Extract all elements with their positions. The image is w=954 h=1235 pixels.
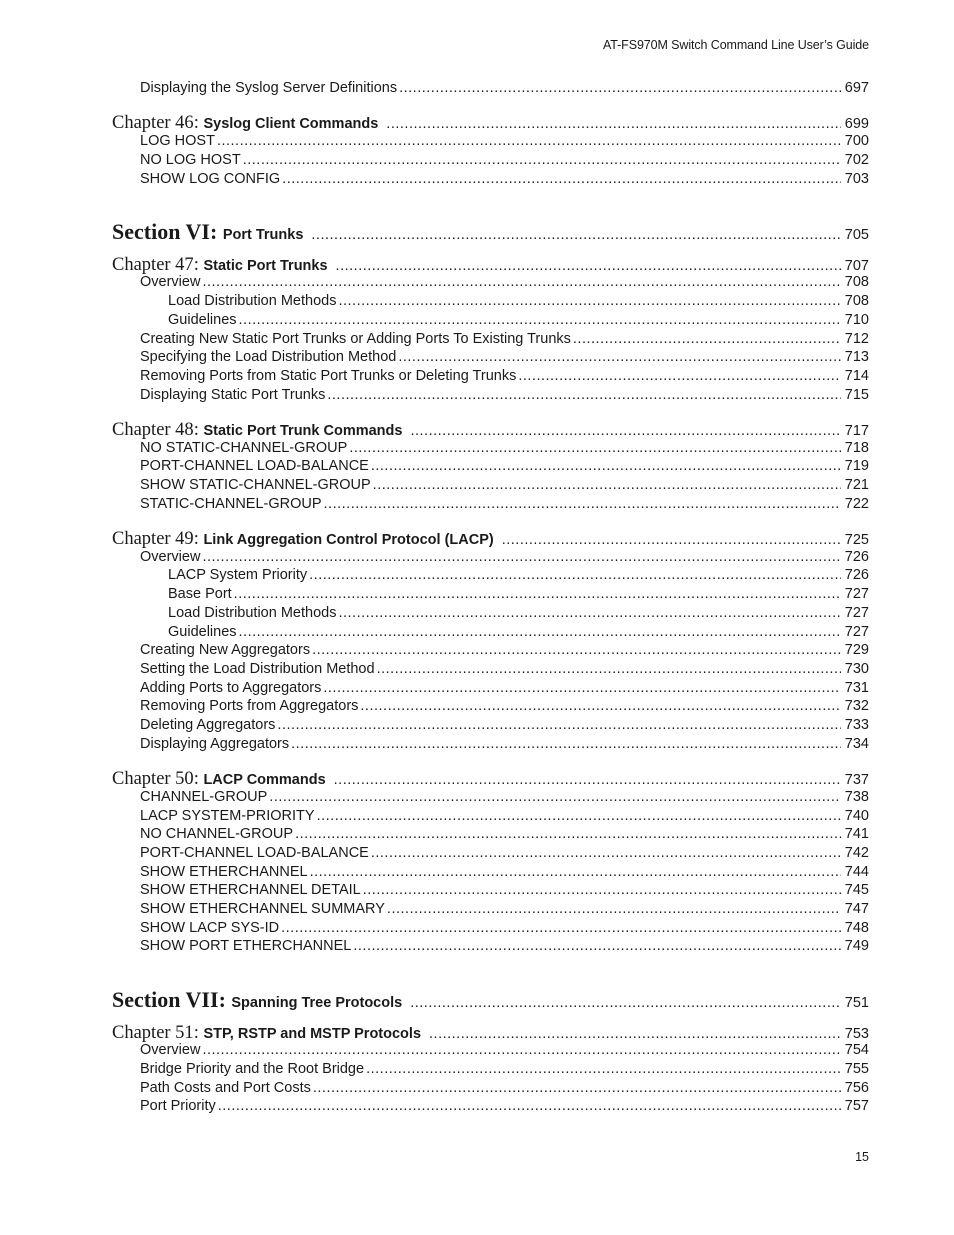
chapter-number: Chapter 48 (112, 420, 194, 440)
toc-page-number: 729 (844, 642, 869, 658)
toc-entry[interactable] (140, 368, 869, 384)
dot-leader (349, 440, 840, 456)
toc-entry-title: LOG HOST (140, 133, 215, 149)
dot-leader (502, 532, 841, 548)
toc-page-number: 721 (844, 477, 869, 493)
toc-page-number: 733 (844, 717, 869, 733)
toc-entry-title: Removing Ports from Aggregators (140, 698, 359, 714)
toc-page-number: 703 (844, 171, 869, 187)
toc-entry-title: SHOW STATIC-CHANNEL-GROUP (140, 477, 371, 493)
toc-entry[interactable] (140, 331, 869, 347)
toc-entry-title: SHOW LACP SYS-ID (140, 920, 280, 936)
chapter-name: Static Port Trunks (203, 258, 328, 274)
chapter-title (112, 1023, 427, 1044)
chapter-title (112, 255, 334, 276)
dot-leader (202, 1042, 840, 1058)
toc-entry[interactable] (140, 680, 869, 696)
toc-page-number: 722 (844, 496, 869, 512)
chapter-name: Syslog Client Commands (203, 116, 379, 132)
toc-entry-title: SHOW ETHERCHANNEL (140, 864, 308, 880)
dot-leader (282, 171, 841, 187)
toc-entry[interactable] (168, 586, 869, 602)
toc-entry-title: NO LOG HOST (140, 152, 241, 168)
section-number: Section VII (112, 987, 219, 1012)
dot-leader (234, 586, 841, 602)
chapter-title (112, 420, 408, 441)
toc-entry[interactable] (140, 661, 869, 677)
toc-entry[interactable] (140, 477, 869, 493)
toc-entry-title: Setting the Load Distribution Method (140, 661, 375, 677)
dot-leader (218, 1098, 841, 1114)
toc-entry[interactable] (140, 826, 869, 842)
heading-colon: : (218, 987, 232, 1012)
toc-page-number: 705 (844, 227, 869, 243)
toc-entry-title: Specifying the Load Distribution Method (140, 349, 397, 365)
dot-leader (386, 116, 841, 132)
heading-colon: : (193, 1023, 204, 1043)
toc-page-number: 718 (844, 440, 869, 456)
toc-entry[interactable] (140, 642, 869, 658)
toc-page-number: 745 (844, 882, 869, 898)
toc-page-number: 751 (844, 995, 869, 1011)
heading-colon: : (193, 113, 204, 133)
toc-entry-title: Displaying Aggregators (140, 736, 290, 752)
toc-entry-title: Guidelines (168, 624, 237, 640)
toc-page-number: 714 (844, 368, 869, 384)
dot-leader (269, 789, 841, 805)
toc-page-number: 713 (844, 349, 869, 365)
toc-entry[interactable] (140, 717, 869, 733)
dot-leader (387, 901, 841, 917)
chapter-number: Chapter 50 (112, 769, 194, 789)
chapter-heading[interactable] (112, 1023, 869, 1044)
dot-leader (377, 661, 841, 677)
chapter-name: STP, RSTP and MSTP Protocols (203, 1026, 422, 1042)
toc-entry-title: Overview (140, 274, 201, 290)
toc-entry-title: PORT-CHANNEL LOAD-BALANCE (140, 458, 369, 474)
toc-page-number: 754 (844, 1042, 869, 1058)
toc-page-number: 702 (844, 152, 869, 168)
dot-leader (327, 387, 840, 403)
toc-entry[interactable] (140, 882, 869, 898)
dot-leader (353, 938, 840, 954)
toc-entry-title: STATIC-CHANNEL-GROUP (140, 496, 322, 512)
toc-entry[interactable] (140, 496, 869, 512)
toc-entry[interactable] (140, 274, 869, 290)
toc-entry[interactable] (168, 624, 869, 640)
dot-leader (410, 995, 841, 1011)
toc-entry-title: Creating New Static Port Trunks or Adding Ports To Existing Trunks (140, 331, 571, 347)
toc-entry[interactable] (140, 171, 869, 187)
dot-leader (310, 864, 841, 880)
toc-entry-title: CHANNEL-GROUP (140, 789, 268, 805)
toc-page-number: 726 (844, 549, 869, 565)
chapter-number: Chapter 49 (112, 529, 194, 549)
chapter-title (112, 769, 332, 790)
dot-leader (363, 882, 841, 898)
toc-entry-title: Adding Ports to Aggregators (140, 680, 322, 696)
dot-leader (243, 152, 841, 168)
toc-entry-title: Load Distribution Methods (168, 605, 337, 621)
toc-entry[interactable] (140, 1080, 869, 1096)
toc-entry[interactable] (140, 1061, 869, 1077)
toc-entry[interactable] (140, 458, 869, 474)
section-name: Port Trunks (222, 227, 304, 243)
chapter-number: Chapter 47 (112, 255, 194, 275)
toc-entry-title: LACP System Priority (168, 567, 308, 583)
chapter-number: Chapter 46 (112, 113, 194, 133)
chapter-number: Chapter 51 (112, 1023, 194, 1043)
dot-leader (317, 808, 841, 824)
dot-leader (371, 458, 841, 474)
toc-entry[interactable] (168, 293, 869, 309)
toc-entry-title: Guidelines (168, 312, 237, 328)
chapter-heading[interactable] (112, 529, 869, 550)
chapter-heading[interactable] (112, 255, 869, 276)
toc-page-number: 744 (844, 864, 869, 880)
dot-leader (309, 567, 841, 583)
chapter-title (112, 113, 384, 134)
section-title (112, 987, 408, 1013)
toc-entry[interactable] (168, 605, 869, 621)
dot-leader (371, 845, 841, 861)
toc-entry[interactable] (140, 1098, 869, 1114)
toc-entry-title: SHOW LOG CONFIG (140, 171, 281, 187)
running-header: AT-FS970M Switch Command Line User’s Guide (602, 38, 869, 52)
toc-page-number: 712 (844, 331, 869, 347)
toc-page-number: 717 (844, 423, 869, 439)
toc-entry[interactable] (140, 920, 869, 936)
dot-leader (373, 477, 841, 493)
toc-entry[interactable] (140, 864, 869, 880)
dot-leader (239, 312, 841, 328)
toc-page-number: 710 (844, 312, 869, 328)
toc-entry-title: Port Priority (140, 1098, 216, 1114)
dot-leader (323, 680, 840, 696)
section-title (112, 219, 309, 245)
toc-entry[interactable] (140, 698, 869, 714)
toc-entry-title: Overview (140, 1042, 201, 1058)
toc-page-number: 727 (844, 586, 869, 602)
toc-entry[interactable] (140, 808, 869, 824)
toc-page-number: 753 (844, 1026, 869, 1042)
dot-leader (324, 496, 841, 512)
toc-entry-title: PORT-CHANNEL LOAD-BALANCE (140, 845, 369, 861)
heading-colon: : (193, 769, 204, 789)
toc-entry[interactable] (140, 938, 869, 954)
heading-colon: : (193, 255, 204, 275)
toc-page-number: 740 (844, 808, 869, 824)
dot-leader (313, 1080, 841, 1096)
toc-entry[interactable] (140, 549, 869, 565)
toc-entry-title: Creating New Aggregators (140, 642, 311, 658)
section-heading[interactable] (112, 219, 869, 245)
toc-page-number: 707 (844, 258, 869, 274)
toc-entry-title: SHOW PORT ETHERCHANNEL (140, 938, 352, 954)
toc-entry[interactable] (140, 440, 869, 456)
toc-page-number: 726 (844, 567, 869, 583)
heading-colon: : (210, 219, 223, 244)
toc-entry-title: Displaying Static Port Trunks (140, 387, 326, 403)
toc-entry[interactable] (140, 349, 869, 365)
heading-colon: : (193, 529, 204, 549)
toc-page-number: 738 (844, 789, 869, 805)
toc-page-number: 708 (844, 274, 869, 290)
dot-leader (202, 274, 840, 290)
dot-leader (398, 349, 840, 365)
toc-entry-title: SHOW ETHERCHANNEL DETAIL (140, 882, 361, 898)
toc-entry-title: Path Costs and Port Costs (140, 1080, 311, 1096)
toc-entry-title: Load Distribution Methods (168, 293, 337, 309)
toc-entry-title: Base Port (168, 586, 232, 602)
dot-leader (366, 1061, 841, 1077)
toc-page-number: 697 (844, 80, 869, 96)
chapter-heading[interactable] (112, 113, 869, 134)
dot-leader (281, 920, 841, 936)
dot-leader (360, 698, 840, 714)
page-number: 15 (855, 1150, 869, 1164)
toc-entry-title: LACP SYSTEM-PRIORITY (140, 808, 315, 824)
toc-entry[interactable] (168, 567, 869, 583)
dot-leader (399, 80, 841, 96)
toc-entry[interactable] (140, 152, 869, 168)
toc-page-number: 725 (844, 532, 869, 548)
dot-leader (338, 293, 840, 309)
toc-entry-title: NO CHANNEL-GROUP (140, 826, 294, 842)
toc-entry[interactable] (140, 1042, 869, 1058)
dot-leader (518, 368, 840, 384)
toc-entry[interactable] (140, 133, 869, 149)
dot-leader (311, 227, 840, 243)
toc-entry[interactable] (140, 736, 869, 752)
toc-page-number: 715 (844, 387, 869, 403)
dot-leader (336, 258, 841, 274)
toc-entry-title: Displaying the Syslog Server Definitions (140, 80, 398, 96)
toc-page-number: 737 (844, 772, 869, 788)
toc-page-number: 730 (844, 661, 869, 677)
toc-page-number: 727 (844, 624, 869, 640)
dot-leader (312, 642, 841, 658)
toc-page-number: 742 (844, 845, 869, 861)
toc-page-number: 755 (844, 1061, 869, 1077)
heading-colon: : (193, 420, 204, 440)
toc-page-number: 734 (844, 736, 869, 752)
dot-leader (334, 772, 841, 788)
toc-entry[interactable] (140, 901, 869, 917)
section-heading[interactable] (112, 987, 869, 1013)
toc-entry[interactable] (140, 789, 869, 805)
toc-page-number: 727 (844, 605, 869, 621)
toc-entry-title: NO STATIC-CHANNEL-GROUP (140, 440, 348, 456)
dot-leader (429, 1026, 841, 1042)
toc-entry[interactable] (140, 845, 869, 861)
dot-leader (239, 624, 841, 640)
chapter-name: Link Aggregation Control Protocol (LACP) (203, 532, 494, 548)
section-number: Section VI (112, 219, 210, 244)
toc-entry-title: SHOW ETHERCHANNEL SUMMARY (140, 901, 385, 917)
chapter-heading[interactable] (112, 769, 869, 790)
toc-page-number: 708 (844, 293, 869, 309)
dot-leader (573, 331, 841, 347)
toc-entry-title: Removing Ports from Static Port Trunks or Deleting Trunks (140, 368, 517, 384)
toc-page-number: 747 (844, 901, 869, 917)
toc-entry[interactable] (140, 80, 869, 96)
toc-entry-title: Deleting Aggregators (140, 717, 276, 733)
dot-leader (338, 605, 840, 621)
chapter-heading[interactable] (112, 420, 869, 441)
section-name: Spanning Tree Protocols (231, 995, 403, 1011)
chapter-name: Static Port Trunk Commands (203, 423, 403, 439)
toc-page-number: 700 (844, 133, 869, 149)
chapter-name: LACP Commands (203, 772, 326, 788)
toc-entry-title: Overview (140, 549, 201, 565)
dot-leader (217, 133, 841, 149)
toc-page-number: 757 (844, 1098, 869, 1114)
dot-leader (291, 736, 841, 752)
toc-entry-title: Bridge Priority and the Root Bridge (140, 1061, 365, 1077)
chapter-title (112, 529, 500, 550)
toc-page-number: 732 (844, 698, 869, 714)
toc-page-number: 756 (844, 1080, 869, 1096)
dot-leader (277, 717, 840, 733)
toc-entry[interactable] (168, 312, 869, 328)
dot-leader (410, 423, 840, 439)
toc-page-number: 749 (844, 938, 869, 954)
toc-page-number: 719 (844, 458, 869, 474)
toc-page-number: 731 (844, 680, 869, 696)
toc-entry[interactable] (140, 387, 869, 403)
dot-leader (295, 826, 841, 842)
toc-page-number: 748 (844, 920, 869, 936)
dot-leader (202, 549, 840, 565)
toc-page-number: 741 (844, 826, 869, 842)
toc-page-number: 699 (844, 116, 869, 132)
